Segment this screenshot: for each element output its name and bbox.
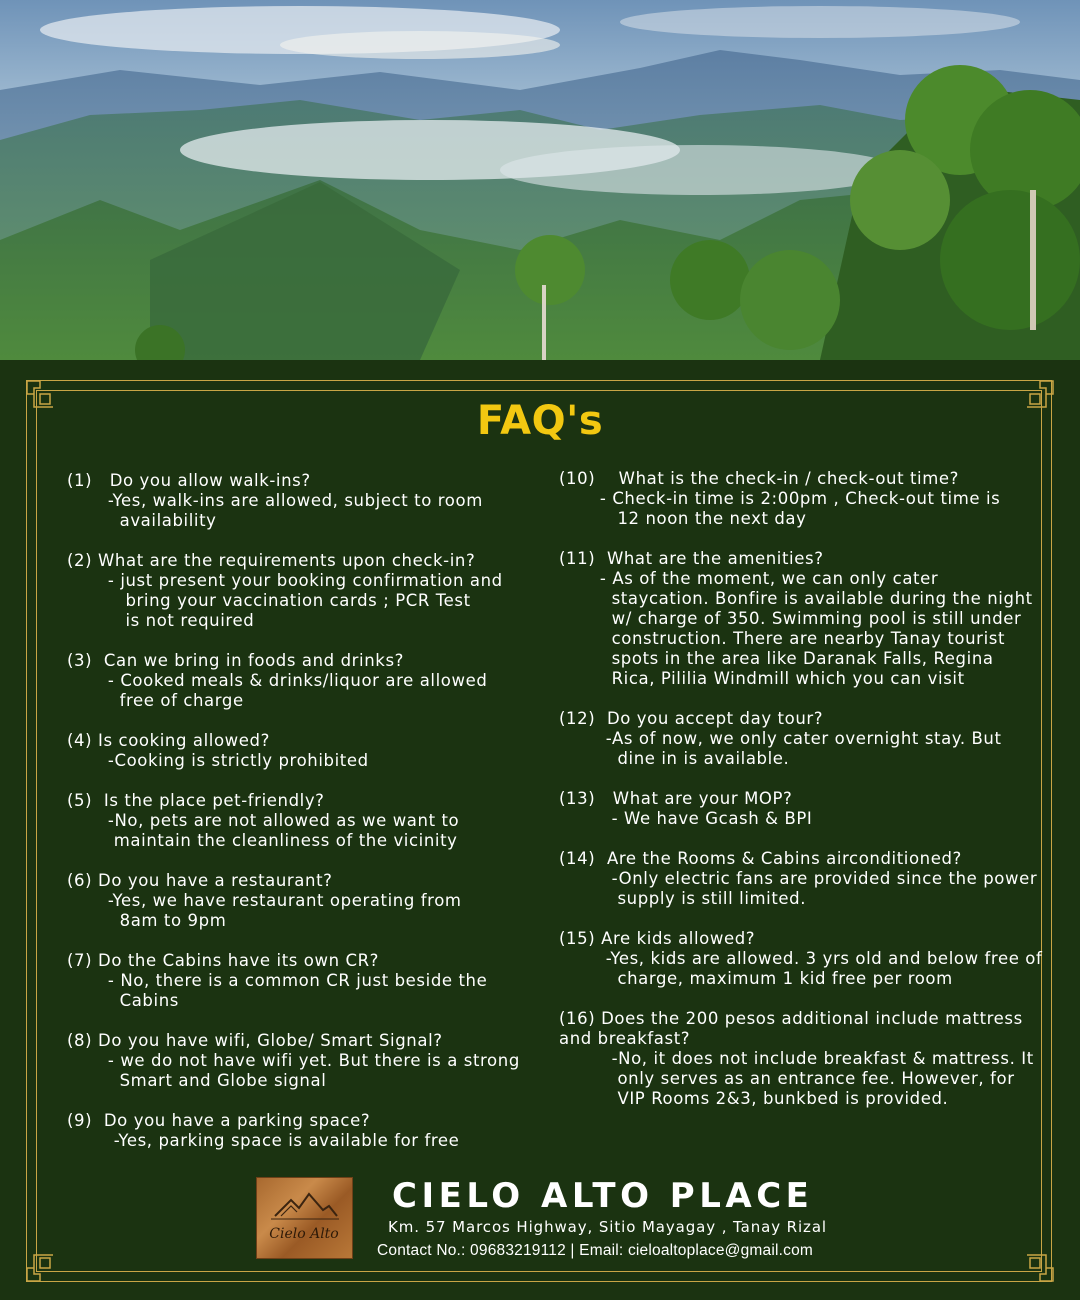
faq-answer: -Cooking is strictly prohibited [67,751,369,770]
faq-answer: - Cooked meals & drinks/liquor are allowed free of charge [107,671,488,710]
faq-item [67,871,527,931]
faq-question: (15) Are kids allowed? [559,929,756,948]
faq-answer: -No, it does not include breakfast & mattress. It only serves as an entrance fee. However, for VIP Rooms 2&3, bunkbed is provided. [611,1049,1034,1108]
brand-name: CIELO ALTO PLACE [392,1176,814,1216]
faq-question: (13) What are your MOP? [559,789,793,808]
faq-answer: - we do not have wifi yet. But there is a strong Smart and Globe signal [107,1051,520,1090]
faq-question: (2) What are the requirements upon check-in? [67,551,476,570]
mountain-logo-icon [257,1178,352,1258]
faq-column-left [67,471,527,1171]
faq-item [67,551,527,631]
faq-answer: - No, there is a common CR just beside the Cabins [107,971,488,1010]
brand-contact: Contact No.: 09683219112 | Email: cieloaltoplace@gmail.com [377,1242,814,1259]
faq-answer: -Only electric fans are provided since the power supply is still limited. [611,869,1038,908]
faq-question: (14) Are the Rooms & Cabins airconditioned? [559,849,962,868]
faq-answer: -Yes, we have restaurant operating from 8am to 9pm [107,891,462,930]
faq-question: (4) Is cooking allowed? [67,731,270,750]
faq-item [67,951,527,1011]
greek-key-corner-icon [1026,1254,1054,1282]
faq-item [559,469,1043,529]
faq-answer: -Yes, walk-ins are allowed, subject to room availability [107,491,483,530]
faq-item [559,849,1043,909]
faq-item [67,731,527,771]
faq-question: (7) Do the Cabins have its own CR? [67,951,380,970]
faq-question: (16) Does the 200 pesos additional include mattress and breakfast? [559,1009,1023,1048]
faq-column-right [559,469,1043,1129]
faq-answer: -Yes, parking space is available for free [67,1131,460,1150]
faq-answer: -As of now, we only cater overnight stay. But dine in is available. [605,729,1002,768]
faq-question: (9) Do you have a parking space? [67,1111,371,1130]
faq-item [67,791,527,851]
faq-question: (11) What are the amenities? [559,549,824,568]
brand-address: Km. 57 Marcos Highway, Sitio Mayagay , Tanay Rizal [388,1218,827,1236]
faq-item [559,709,1043,769]
faq-answer: - As of the moment, we can only cater staycation. Bonfire is available during the night w/ charge of 350. Swimming pool is still under construction. There are nearby Tanay tourist spots in the area like Daranak Falls, Regina Rica, Pililia Windmill which you can visit [599,569,1033,688]
faq-item [67,1111,527,1151]
faq-answer: - We have Gcash & BPI [559,809,813,828]
faq-question: (5) Is the place pet-friendly? [67,791,325,810]
brand-logo [256,1177,353,1259]
faq-item [559,929,1043,989]
faq-panel [0,360,1080,1300]
faq-answer: - just present your booking confirmation and bring your vaccination cards ; PCR Test is not required [107,571,503,630]
faq-item [67,1031,527,1091]
faq-question: (3) Can we bring in foods and drinks? [67,651,405,670]
faq-question: (12) Do you accept day tour? [559,709,824,728]
faq-question: (10) What is the check-in / check-out time? [559,469,960,488]
faq-answer: - Check-in time is 2:00pm , Check-out time is 12 noon the next day [599,489,1001,528]
faq-question: (6) Do you have a restaurant? [67,871,333,890]
faq-item [67,471,527,531]
faq-item [67,651,527,711]
faq-item [559,1009,1043,1109]
faq-answer: -Yes, kids are allowed. 3 yrs old and below free of charge, maximum 1 kid free per room [605,949,1043,988]
page-title: FAQ's [476,398,604,444]
logo-text: Cielo Alto [269,1226,339,1242]
greek-key-corner-icon [26,1254,54,1282]
mountain-landscape-image [0,0,1080,360]
hero-landscape-photo [0,0,1080,360]
faq-answer: -No, pets are not allowed as we want to maintain the cleanliness of the vicinity [107,811,460,850]
faq-item [559,789,1043,829]
faq-question: (1) Do you allow walk-ins? [67,471,311,490]
faq-item [559,549,1043,689]
faq-question: (8) Do you have wifi, Globe/ Smart Signal? [67,1031,443,1050]
